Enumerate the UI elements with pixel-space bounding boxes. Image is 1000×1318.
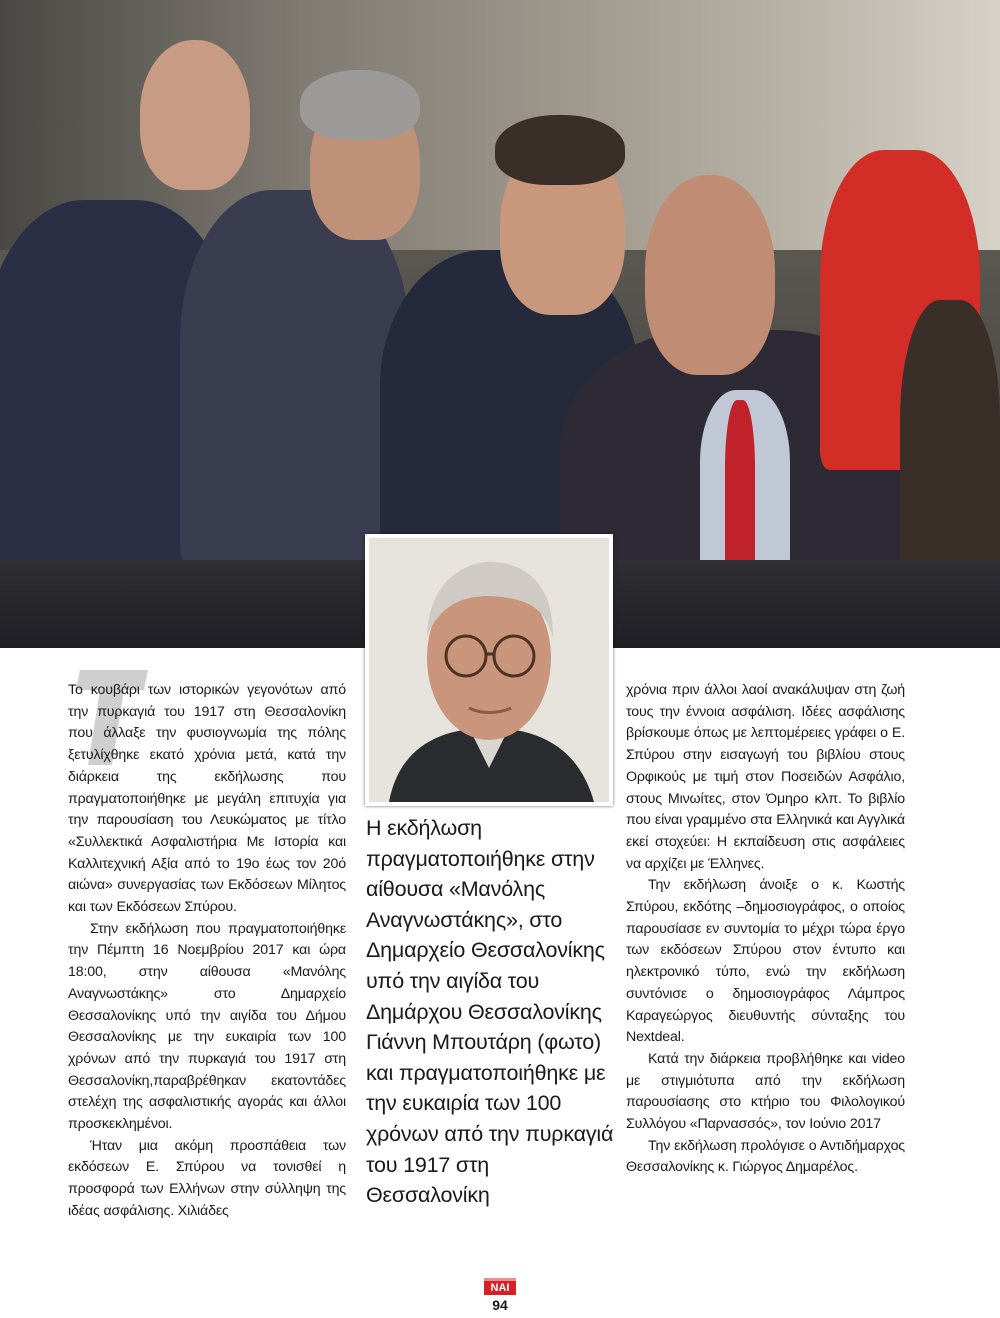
paragraph-6: Κατά την διάρκεια προβλήθηκε και video με στιγμιότυπα από την εκδήλωση παρουσίασης στο κτήριο του Φιλολογικού Συλλόγου «Παρνασσός», τον Ιούνιο 2017 xyxy=(626,1050,905,1133)
paragraph-2: Στην εκδήλωση που πραγματοποιήθηκε την Πέμπτη 16 Νοεμβρίου 2017 και ώρα 18:00, στην αίθουσα «Μανόλης Αναγνωστάκης» στο Δημαρχείο Θεσσαλονίκης υπό την αιγίδα του Δήμου Θεσσαλονίκης με την ευκαιρία των 100 χρόνων από την πυρκαγιά του 1917 στη Θεσσαλονίκη,παραβρέθηκαν εκατοντάδες στελέχη της ασφαλιστικής αγοράς και άλλοι προσκεκλημένοι. xyxy=(68,920,346,1133)
page-number: 94 xyxy=(492,1297,508,1313)
magazine-logo: ΝΑΙ xyxy=(484,1281,516,1295)
paragraph-7: Την εκδήλωση προλόγισε ο Αντιδήμαρχος Θεσσαλονίκης κ. Γιώργος Δημαρέλος. xyxy=(626,1137,905,1176)
paragraph-4: χρόνια πριν άλλοι λαοί ανακάλυψαν στη ζωή τους την έννοια ασφάλιση. Ιδέες ασφάλισης βρίσκουμε όπως με λεπτομέρειες γράφει ο Ε. Σπύρου στην εισαγωγή του βιβλίου στους Ορφικούς με τιμή στον Ποσειδών Ασφάλιο, στους Μινωίτες, στον Όμηρο κλπ. Το βιβλίο που είναι γραμμένο στα Ελληνικά και Αγγλικά εκεί στοχεύει: Η εκπαίδευση στις ασφάλειες να αρχίζει με Έλληνες. xyxy=(626,682,905,872)
article-right-column xyxy=(626,680,905,1179)
paragraph-1: Το κουβάρι των ιστορικών γεγονότων από την πυρκαγιά του 1917 στη Θεσσαλονίκη που άλλαξε την φυσιογνωμία της πόλης ξετυλίχθηκε εκατό χρόνια μετά, κατά την διάρκεια της εκδήλωσης που πραγματοποιήθηκε με μεγάλη επιτυχία για την παρουσίαση του Λευκώματος με τίτλο «Συλλεκτικά Ασφαλιστήρια Με Ιστορία και Καλλιτεχνική Αξία από το 19ο έως τον 20ό αιώνα» συνεργασίας των Εκδόσεων Μίλητος και των Εκδόσεων Σπύρου. xyxy=(68,682,346,916)
mayor-portrait xyxy=(365,534,613,806)
paragraph-5: Την εκδήλωση άνοιξε ο κ. Κωστής Σπύρου, εκδότης –δημοσιογράφος, ο οποίος παρουσίασε εν συντομία το μέχρι τώρα έργο των εκδόσεων Σπύρου στον έντυπο και ηλεκτρονικό τύπο, ενώ την εκδήλωση συντόνισε ο δημοσιογράφος Λάμπρος Καραγεώργος διευθυντής σύνταξης του Nextdeal. xyxy=(626,877,905,1046)
paragraph-3: Ήταν μια ακόμη προσπάθεια των εκδόσεων Ε. Σπύρου να τονισθεί η προσφορά των Ελλήνων στην σύλληψη της ιδέας ασφάλισης. Χιλιάδες xyxy=(68,1137,346,1219)
article-left-column xyxy=(68,680,346,1223)
photo-caption: Η εκδήλωση πραγματοποιήθηκε στην αίθουσα «Μανόλης Αναγνωστάκης», στο Δημαρχείο Θεσσαλονίκης υπό την αιγίδα του Δημάρχου Θεσσαλονίκης Γιάννη Μπουτάρη (φωτο) και πραγματοποιήθηκε με την ευκαιρία των 100 χρόνων από την πυρκαγιά του 1917 στη Θεσσαλονίκη xyxy=(366,816,614,1208)
